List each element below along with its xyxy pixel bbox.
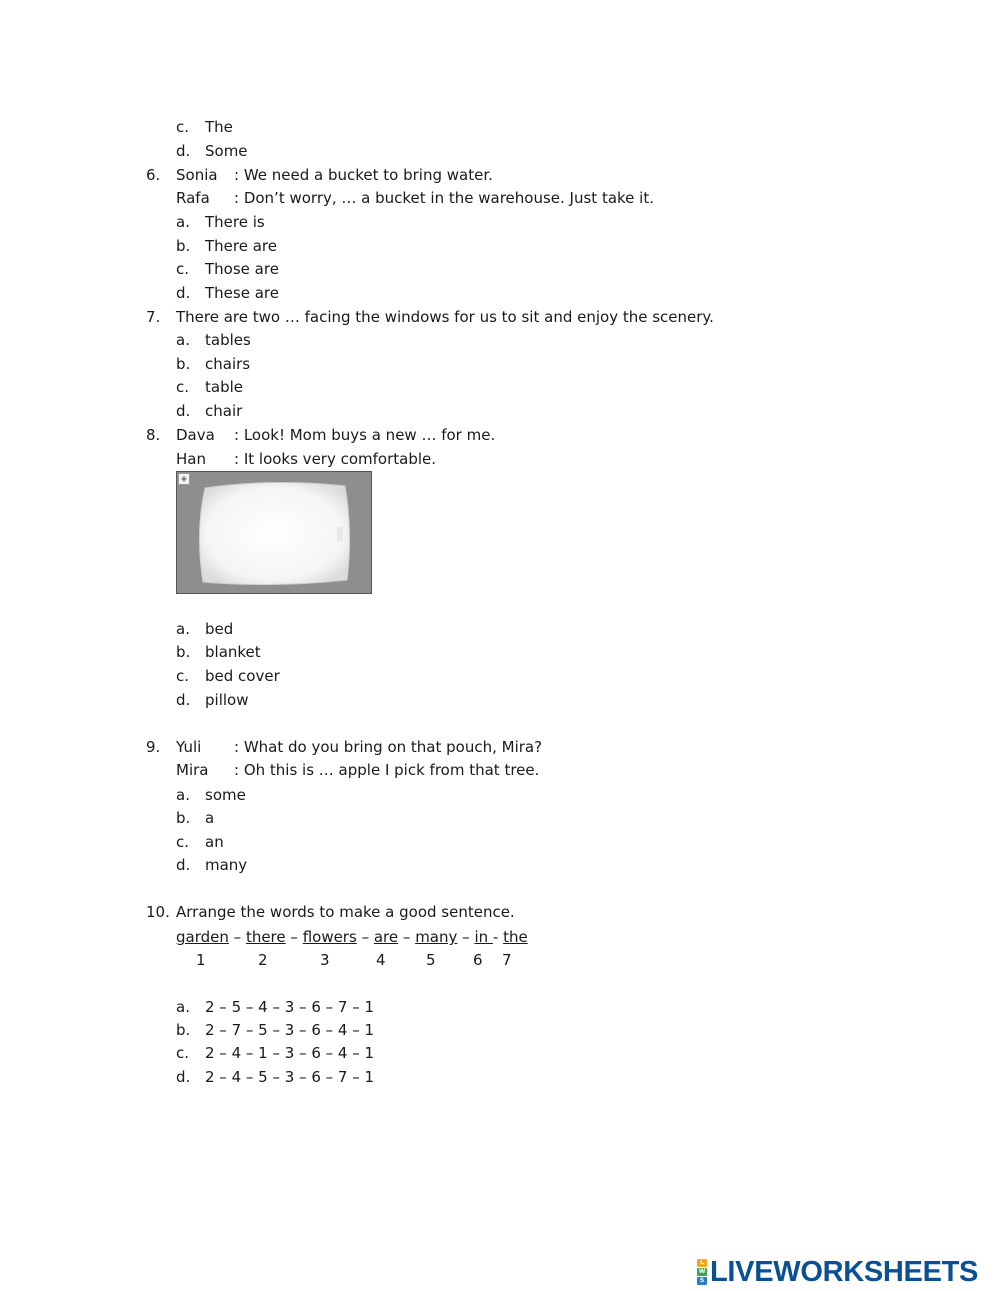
speaker-name: Yuli <box>176 738 202 756</box>
question-number: 7. <box>146 308 161 326</box>
option-letter: d. <box>176 284 191 302</box>
logo-block-s: S <box>697 1277 707 1285</box>
word: there <box>245 928 286 946</box>
option-text: bed cover <box>205 667 280 685</box>
option-letter: a. <box>176 620 190 638</box>
option-text: These are <box>205 284 279 302</box>
question-number: 8. <box>146 426 161 444</box>
option-text: blanket <box>205 643 261 661</box>
option-letter: c. <box>176 833 190 851</box>
option-letter: d. <box>176 691 191 709</box>
option-text: 2 – 5 – 4 – 3 – 6 – 7 – 1 <box>205 998 375 1016</box>
option-letter: c. <box>176 667 190 685</box>
option-letter: a. <box>176 786 190 804</box>
option-letter: c. <box>176 118 190 136</box>
word: in <box>474 928 493 946</box>
option-text: 2 – 4 – 5 – 3 – 6 – 7 – 1 <box>205 1068 375 1086</box>
logo-text: LIVEWORKSHEETS <box>710 1255 979 1288</box>
word: many <box>415 928 458 946</box>
word: flowers <box>302 928 357 946</box>
pillow-icon <box>177 472 371 593</box>
word-number: 1 <box>196 951 206 969</box>
word: the <box>503 928 528 946</box>
option-text: Those are <box>205 260 279 278</box>
dialogue-line: : We need a bucket to bring water. <box>234 166 493 184</box>
word-separator: – <box>361 928 370 946</box>
option-letter: b. <box>176 355 191 373</box>
dialogue-line: : Don’t worry, … a bucket in the warehouse. Just take it. <box>234 189 654 207</box>
dialogue-line: : Oh this is … apple I pick from that tree. <box>234 761 540 779</box>
question-number: 9. <box>146 738 161 756</box>
speaker-name: Han <box>176 450 206 468</box>
option-letter: b. <box>176 643 191 661</box>
option-text: 2 – 4 – 1 – 3 – 6 – 4 – 1 <box>205 1044 375 1062</box>
speaker-name: Rafa <box>176 189 210 207</box>
option-text: tables <box>205 331 251 349</box>
option-letter: d. <box>176 856 191 874</box>
option-letter: c. <box>176 260 190 278</box>
logo-block-l: L <box>697 1259 707 1267</box>
word-separator: – <box>290 928 298 946</box>
question-text: Arrange the words to make a good sentence. <box>176 903 515 921</box>
word-number: 3 <box>320 951 330 969</box>
option-text: There is <box>205 213 265 231</box>
option-letter: d. <box>176 1068 191 1086</box>
word-separator: – <box>462 928 470 946</box>
pillow-image <box>176 471 372 594</box>
option-text: chair <box>205 402 243 420</box>
option-text: an <box>205 833 224 851</box>
option-text: table <box>205 378 243 396</box>
dialogue-line: : What do you bring on that pouch, Mira? <box>234 738 543 756</box>
option-text: There are <box>205 237 277 255</box>
word: are <box>373 928 399 946</box>
option-text: a <box>205 809 215 827</box>
speaker-name: Sonia <box>176 166 218 184</box>
word-number: 4 <box>376 951 386 969</box>
word-separator: – <box>402 928 411 946</box>
option-letter: a. <box>176 998 190 1016</box>
dialogue-line: : It looks very comfortable. <box>234 450 437 468</box>
word-sequence <box>176 927 528 947</box>
logo-block-w: W <box>698 1268 706 1275</box>
option-text: 2 – 7 – 5 – 3 – 6 – 4 – 1 <box>205 1021 375 1039</box>
question-number: 6. <box>146 166 161 184</box>
word-separator: – <box>233 928 242 946</box>
option-letter: d. <box>176 142 191 160</box>
logo-blocks-icon <box>697 1259 707 1285</box>
option-text: Some <box>205 142 248 160</box>
option-letter: a. <box>176 213 190 231</box>
option-text: The <box>205 118 233 136</box>
option-letter: c. <box>176 378 190 396</box>
option-letter: a. <box>176 331 190 349</box>
speaker-name: Dava <box>176 426 215 444</box>
word: garden <box>176 928 229 946</box>
word-separator: - <box>492 928 499 946</box>
option-letter: b. <box>176 237 191 255</box>
word-number: 2 <box>258 951 268 969</box>
question-number: 10. <box>146 903 170 921</box>
image-anchor-icon: ◈ <box>178 473 190 485</box>
liveworksheets-logo <box>697 1257 978 1287</box>
option-text: some <box>205 786 246 804</box>
question-text: There are two … facing the windows for us to sit and enjoy the scenery. <box>176 308 714 326</box>
dialogue-line: : Look! Mom buys a new … for me. <box>234 426 496 444</box>
option-letter: b. <box>176 1021 191 1039</box>
speaker-name: Mira <box>176 761 209 779</box>
option-text: many <box>205 856 248 874</box>
option-text: bed <box>205 620 234 638</box>
option-text: chairs <box>205 355 251 373</box>
option-letter: c. <box>176 1044 190 1062</box>
option-letter: d. <box>176 402 191 420</box>
option-letter: b. <box>176 809 191 827</box>
word-number: 6 <box>473 951 483 969</box>
word-number: 5 <box>426 951 436 969</box>
word-number: 7 <box>502 951 512 969</box>
option-text: pillow <box>205 691 249 709</box>
